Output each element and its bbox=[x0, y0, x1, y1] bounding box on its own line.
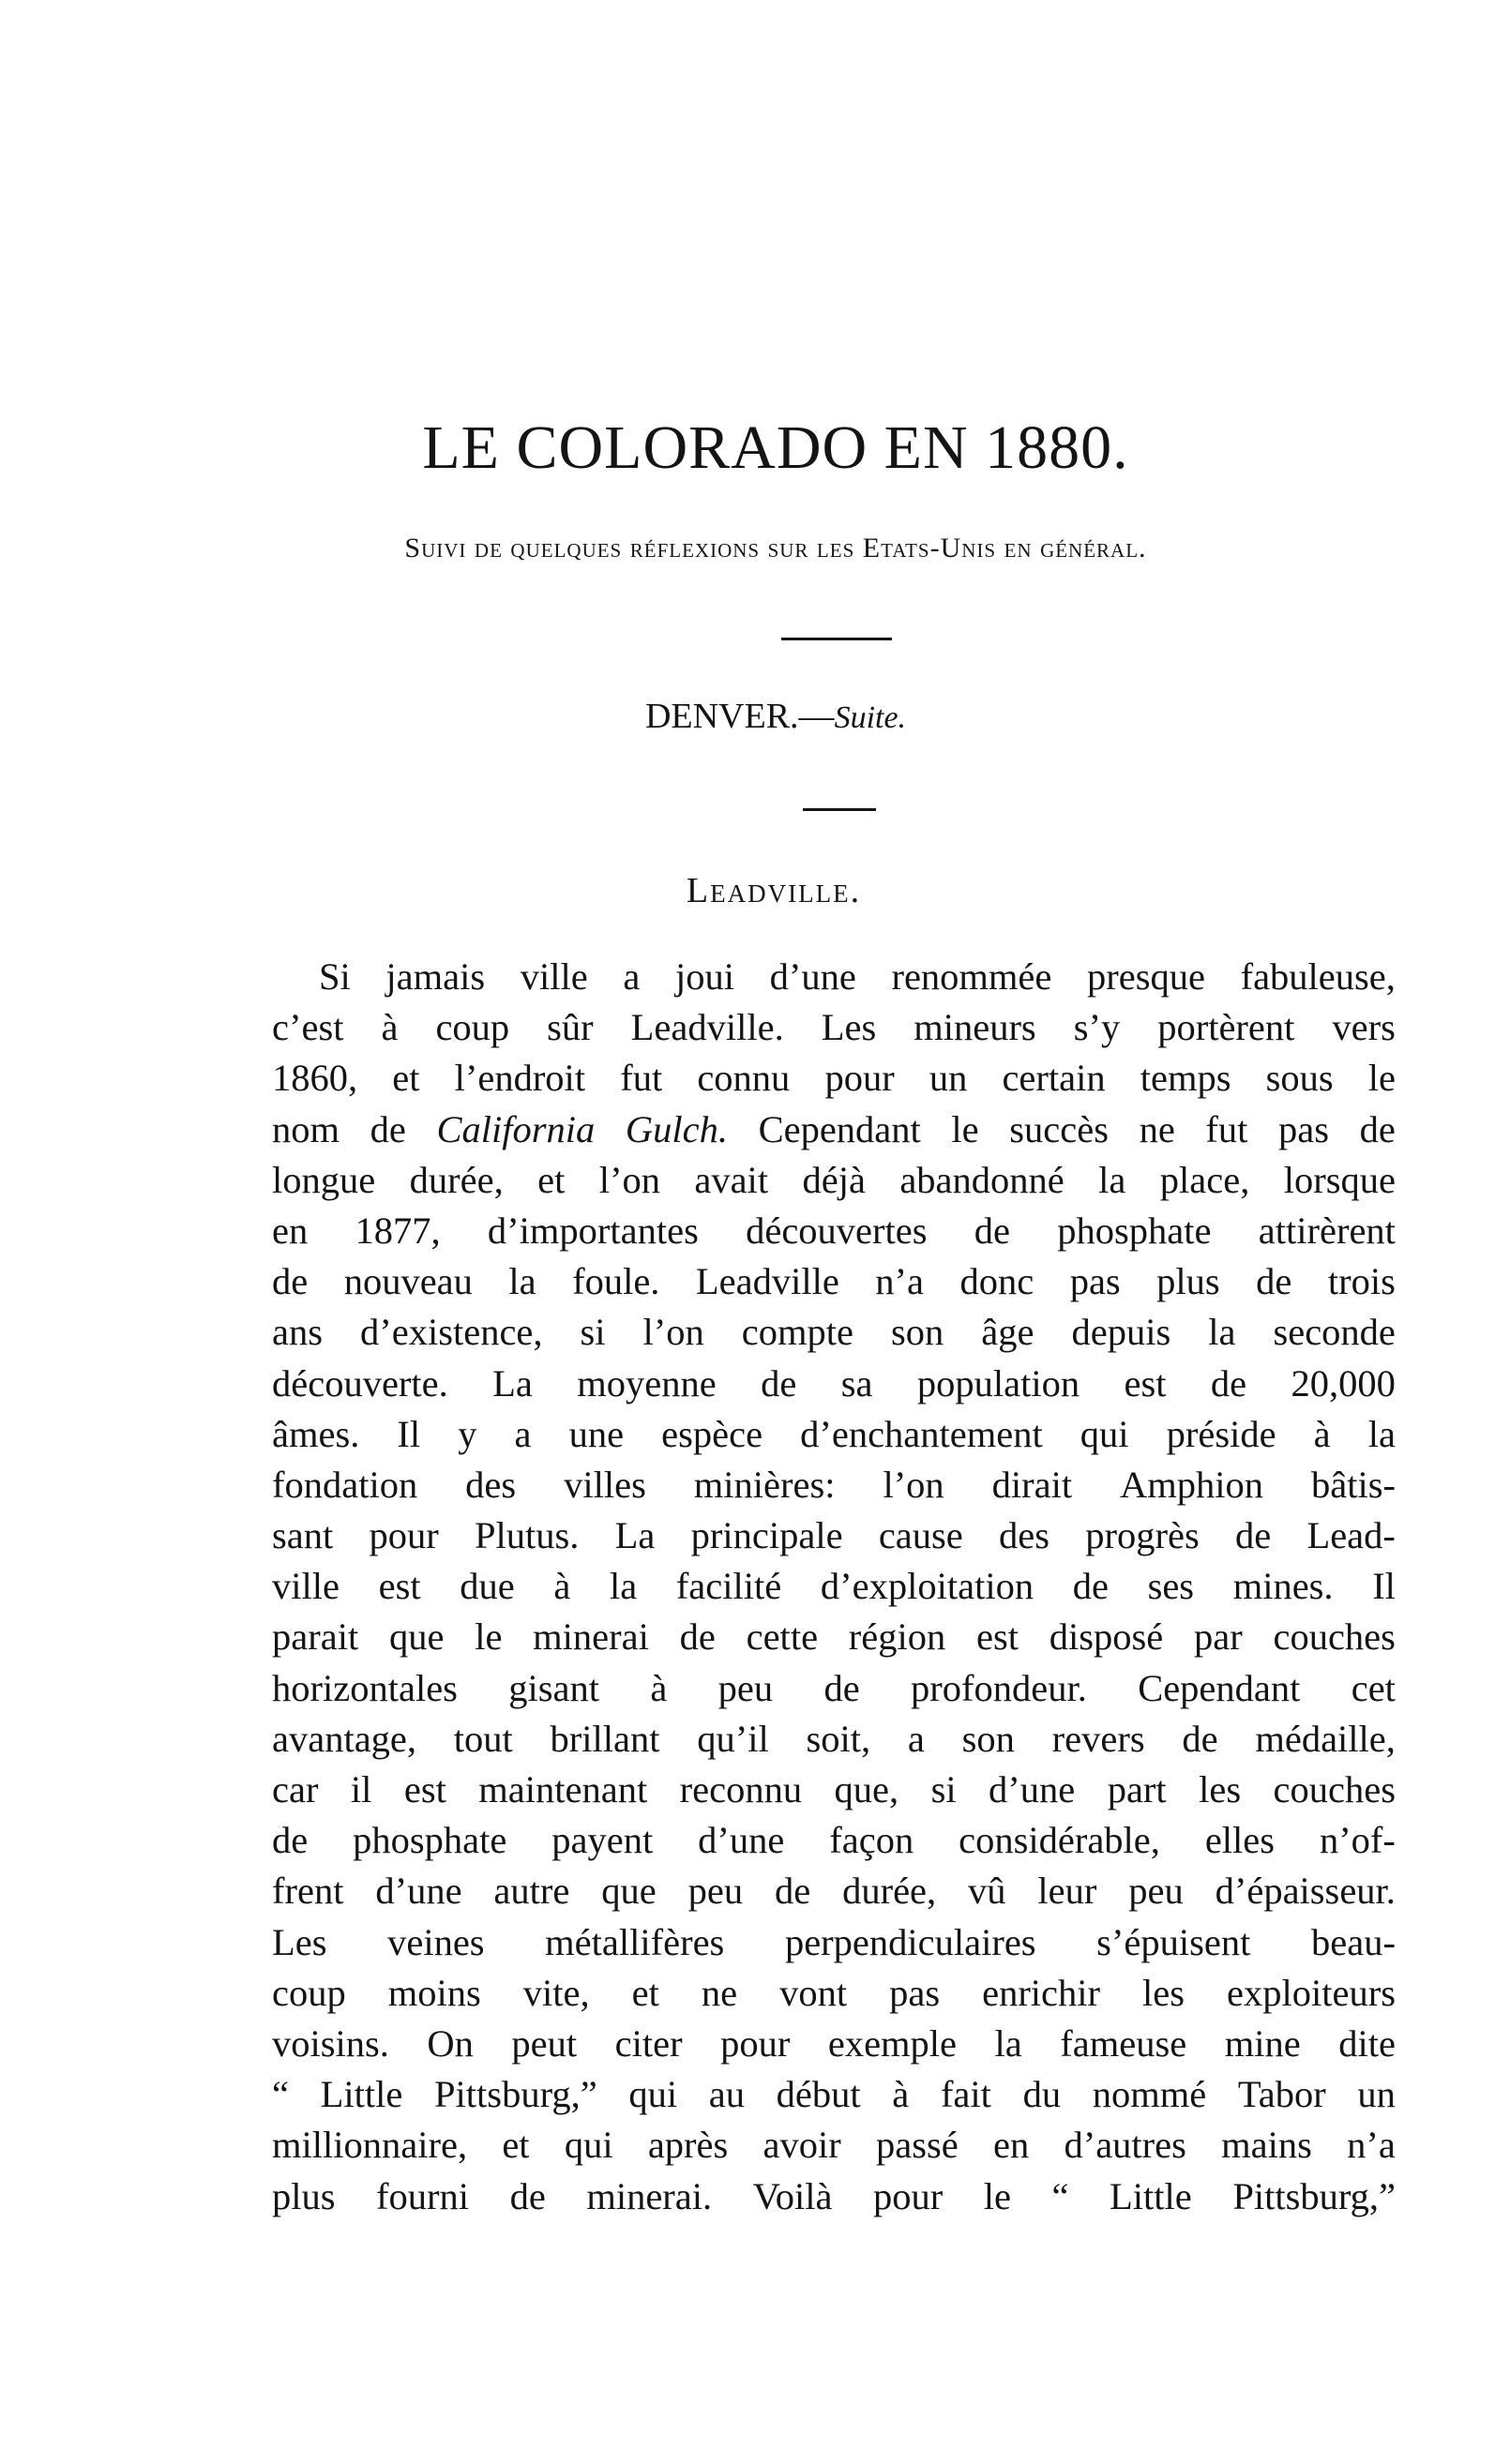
word: exemple bbox=[827, 2021, 958, 2065]
word: citer bbox=[614, 2021, 683, 2065]
word: par bbox=[1194, 1615, 1243, 1659]
word: vers bbox=[1332, 1006, 1396, 1049]
word: sous bbox=[1265, 1057, 1334, 1100]
word: sûr bbox=[547, 1006, 594, 1049]
word: pour bbox=[369, 1514, 439, 1557]
word: de bbox=[774, 1870, 811, 1913]
word: Voilà bbox=[752, 2174, 833, 2217]
divider-rule bbox=[781, 638, 892, 640]
text-line bbox=[272, 1359, 1396, 1409]
word: à bbox=[892, 2073, 910, 2116]
word: et bbox=[537, 1158, 566, 1201]
word: temps bbox=[1140, 1057, 1231, 1100]
word: millionnaire, bbox=[272, 2124, 468, 2167]
word: est bbox=[1124, 1361, 1167, 1405]
word: elles bbox=[1204, 1819, 1276, 1862]
word: métallifères bbox=[545, 1920, 725, 1963]
word: Leadville bbox=[695, 1260, 839, 1303]
word: avoir bbox=[763, 2124, 841, 2167]
word: peut bbox=[511, 2021, 578, 2065]
word: brillant bbox=[550, 1717, 660, 1760]
word: d’une bbox=[989, 1768, 1076, 1810]
word: que bbox=[601, 1870, 657, 1913]
word: y bbox=[458, 1412, 477, 1455]
word: 20,000 bbox=[1291, 1361, 1396, 1405]
word: peu bbox=[717, 1666, 774, 1709]
word: si bbox=[930, 1768, 957, 1810]
word: en bbox=[992, 2124, 1030, 2167]
word: part bbox=[1107, 1768, 1167, 1810]
word: l’on bbox=[598, 1158, 660, 1201]
text-line bbox=[272, 1561, 1396, 1612]
word: mines. bbox=[1232, 1565, 1334, 1608]
text-line bbox=[272, 1815, 1396, 1866]
word: que, bbox=[834, 1768, 899, 1810]
word: beau- bbox=[1311, 1920, 1396, 1963]
word: avantage, bbox=[272, 1717, 417, 1760]
body-paragraph bbox=[272, 952, 1396, 2222]
word: a bbox=[907, 1717, 925, 1760]
word: d’une bbox=[769, 955, 856, 998]
text-line bbox=[272, 1053, 1396, 1104]
word: et bbox=[502, 2124, 530, 2167]
word: renommée bbox=[891, 955, 1052, 998]
word: de bbox=[1359, 1107, 1396, 1150]
word: qu’il bbox=[697, 1717, 769, 1760]
word: joui bbox=[674, 955, 734, 998]
word: n’a bbox=[875, 1260, 925, 1303]
word: s’y bbox=[1073, 1006, 1121, 1049]
word: la bbox=[1208, 1311, 1236, 1354]
word: pas bbox=[889, 1971, 941, 2014]
word: phosphate bbox=[353, 1819, 507, 1862]
page-subtitle: Suivi de quelques réflexions sur les Etats-Unis en général. bbox=[404, 533, 1147, 563]
text-line bbox=[272, 1409, 1396, 1460]
word: et bbox=[631, 1971, 659, 2014]
word: à bbox=[650, 1666, 668, 1709]
word: est bbox=[976, 1615, 1019, 1659]
word: “ bbox=[1051, 2174, 1069, 2217]
word: Cependant bbox=[758, 1107, 921, 1150]
word: ne bbox=[1139, 1107, 1175, 1150]
text-line bbox=[272, 1917, 1396, 1968]
word: La bbox=[492, 1361, 533, 1405]
word: voisins. bbox=[272, 2021, 389, 2065]
word: à bbox=[381, 1006, 399, 1049]
word: Leadville. bbox=[630, 1006, 784, 1049]
word: presque bbox=[1087, 955, 1205, 998]
word: il bbox=[350, 1768, 372, 1810]
word: après bbox=[647, 2124, 729, 2167]
word: due bbox=[460, 1565, 515, 1608]
word: payent bbox=[551, 1819, 654, 1862]
word: la bbox=[508, 1260, 536, 1303]
word: des bbox=[999, 1514, 1050, 1557]
word: de bbox=[823, 1666, 860, 1709]
word: déjà bbox=[802, 1158, 866, 1201]
word: d’une bbox=[375, 1870, 462, 1913]
word: horizontales bbox=[272, 1666, 458, 1709]
word: en bbox=[272, 1209, 309, 1252]
word: facilité bbox=[675, 1565, 782, 1608]
word: sant bbox=[272, 1514, 334, 1557]
word: de bbox=[370, 1107, 406, 1150]
word: le bbox=[1367, 1057, 1396, 1100]
word: qui bbox=[628, 2073, 678, 2116]
word: exploiteurs bbox=[1227, 1971, 1396, 2014]
word: des bbox=[465, 1463, 517, 1506]
word: minerai bbox=[533, 1615, 649, 1659]
text-line bbox=[272, 1002, 1396, 1053]
text-line bbox=[272, 952, 1396, 1002]
word: l’endroit bbox=[454, 1057, 586, 1100]
subsection-heading: Leadville. bbox=[686, 871, 862, 910]
word: la bbox=[994, 2021, 1022, 2065]
word: sa bbox=[840, 1361, 873, 1405]
word: nommé bbox=[1092, 2073, 1207, 2116]
word: fourni bbox=[376, 2174, 470, 2217]
word: Little bbox=[320, 2073, 403, 2116]
word: n’a bbox=[1347, 2124, 1396, 2167]
word: du bbox=[1022, 2073, 1062, 2116]
text-line bbox=[272, 2120, 1396, 2171]
word: Les bbox=[272, 1920, 327, 1963]
word: âge bbox=[981, 1311, 1034, 1354]
word: passé bbox=[876, 2124, 959, 2167]
word: de bbox=[272, 1260, 309, 1303]
text-line bbox=[272, 1155, 1396, 1206]
text-line bbox=[272, 1968, 1396, 2019]
word: coup bbox=[272, 1971, 346, 2014]
word: depuis bbox=[1071, 1311, 1171, 1354]
word: autre bbox=[493, 1870, 570, 1913]
text-line bbox=[272, 1714, 1396, 1765]
word: maintenant bbox=[478, 1768, 648, 1810]
word: car bbox=[272, 1768, 319, 1810]
word: fabuleuse, bbox=[1240, 955, 1396, 998]
word: d’enchantement bbox=[800, 1412, 1043, 1455]
word: Gulch. bbox=[625, 1107, 728, 1150]
word: jamais bbox=[385, 955, 486, 998]
word: d’une bbox=[698, 1819, 785, 1862]
word: tout bbox=[453, 1717, 513, 1760]
word: Pittsburg,” bbox=[1232, 2174, 1396, 2217]
word: profondeur. bbox=[911, 1666, 1087, 1709]
word: peu bbox=[687, 1870, 744, 1913]
word: fondation bbox=[272, 1463, 418, 1506]
word: California bbox=[436, 1107, 596, 1150]
word: principale bbox=[690, 1514, 843, 1557]
word: âmes. bbox=[272, 1412, 360, 1455]
word: Amphion bbox=[1120, 1463, 1264, 1506]
word: minières: bbox=[693, 1463, 836, 1506]
word: de bbox=[272, 1819, 309, 1862]
word: bâtis- bbox=[1311, 1463, 1396, 1506]
word: vû bbox=[968, 1870, 1006, 1913]
word: début bbox=[776, 2073, 861, 2116]
word: nouveau bbox=[343, 1260, 473, 1303]
word: gisant bbox=[508, 1666, 600, 1709]
word: son bbox=[961, 1717, 1015, 1760]
word: la bbox=[609, 1565, 638, 1608]
word: et bbox=[392, 1057, 420, 1100]
word: plus bbox=[1156, 1260, 1220, 1303]
word: couches bbox=[1273, 1615, 1396, 1659]
word: certain bbox=[1002, 1057, 1106, 1100]
word: leur bbox=[1037, 1870, 1097, 1913]
text-line bbox=[272, 1866, 1396, 1916]
word: Plutus. bbox=[475, 1514, 580, 1557]
word: c’est bbox=[272, 1006, 344, 1049]
word: 1860, bbox=[272, 1057, 358, 1100]
word: découverte. bbox=[272, 1361, 448, 1405]
word: enrichir bbox=[982, 1971, 1101, 2014]
text-line bbox=[272, 1765, 1396, 1815]
page-title: LE COLORADO EN 1880. bbox=[422, 413, 1129, 482]
word: n’of- bbox=[1319, 1819, 1396, 1862]
word: l’on bbox=[883, 1463, 944, 1506]
word: population bbox=[916, 1361, 1080, 1405]
word: villes bbox=[564, 1463, 646, 1506]
word: au bbox=[708, 2073, 745, 2116]
word: les bbox=[1199, 1768, 1242, 1810]
word: veines bbox=[387, 1920, 485, 1963]
word: cet bbox=[1351, 1666, 1396, 1709]
word: compte bbox=[741, 1311, 854, 1354]
word: le bbox=[475, 1615, 503, 1659]
word: abandonné bbox=[899, 1158, 1065, 1201]
word: de bbox=[1234, 1514, 1272, 1557]
word: minerai. bbox=[586, 2174, 713, 2217]
word: nom bbox=[272, 1107, 340, 1150]
word: pour bbox=[872, 2174, 944, 2217]
word: pour bbox=[720, 2021, 791, 2065]
word: a bbox=[623, 955, 641, 998]
section-name: DENVER.— bbox=[644, 697, 835, 736]
word: moyenne bbox=[577, 1361, 717, 1405]
word: les bbox=[1142, 1971, 1185, 2014]
text-line bbox=[272, 2019, 1396, 2069]
word: pour bbox=[824, 1057, 895, 1100]
word: revers bbox=[1051, 1717, 1145, 1760]
word: préside bbox=[1166, 1412, 1276, 1455]
word: phosphate bbox=[1057, 1209, 1212, 1252]
word: foule. bbox=[572, 1260, 660, 1303]
text-line bbox=[272, 2171, 1396, 2222]
text-line bbox=[272, 2069, 1396, 2120]
word: vont bbox=[779, 1971, 848, 2014]
word: avait bbox=[694, 1158, 769, 1201]
word: de bbox=[679, 1615, 716, 1659]
word: donc bbox=[959, 1260, 1034, 1303]
word: de bbox=[761, 1361, 797, 1405]
word: trois bbox=[1327, 1260, 1396, 1303]
word: Tabor bbox=[1237, 2073, 1326, 2116]
word: l’on bbox=[642, 1311, 704, 1354]
word: parait bbox=[272, 1615, 359, 1659]
word: succès bbox=[1009, 1107, 1109, 1150]
word: qui bbox=[1080, 1412, 1129, 1455]
word: cause bbox=[878, 1514, 963, 1557]
word: d’importantes bbox=[487, 1209, 699, 1252]
word: s’épuisent bbox=[1096, 1920, 1251, 1963]
word: le bbox=[951, 1107, 979, 1150]
word: Il bbox=[397, 1412, 421, 1455]
word: de bbox=[974, 1209, 1011, 1252]
word: perpendiculaires bbox=[784, 1920, 1036, 1963]
word: de bbox=[1182, 1717, 1218, 1760]
word: dirait bbox=[991, 1463, 1073, 1506]
word: Il bbox=[1372, 1565, 1396, 1608]
word: mineurs bbox=[914, 1006, 1036, 1049]
word: qui bbox=[564, 2124, 613, 2167]
word: portèrent bbox=[1157, 1006, 1295, 1049]
word: Cependant bbox=[1138, 1666, 1301, 1709]
word: attirèrent bbox=[1258, 1209, 1396, 1252]
text-line bbox=[272, 1256, 1396, 1307]
word: durée, bbox=[409, 1158, 504, 1201]
word: d’exploitation bbox=[820, 1565, 1034, 1608]
word: à bbox=[1313, 1412, 1331, 1455]
word: médaille, bbox=[1255, 1717, 1396, 1760]
word: Lead- bbox=[1306, 1514, 1396, 1557]
word: seconde bbox=[1273, 1311, 1396, 1354]
section-suffix: Suite. bbox=[834, 700, 907, 735]
word: a bbox=[514, 1412, 532, 1455]
word: que bbox=[388, 1615, 445, 1659]
word: de bbox=[509, 2174, 546, 2217]
word: ville bbox=[272, 1565, 340, 1608]
word: durée, bbox=[842, 1870, 937, 1913]
word: dite bbox=[1338, 2021, 1396, 2065]
word: 1877, bbox=[355, 1209, 441, 1252]
word: la bbox=[1367, 1412, 1396, 1455]
word: plus bbox=[272, 2174, 336, 2217]
word: La bbox=[614, 1514, 656, 1557]
word: une bbox=[568, 1412, 625, 1455]
word: place, bbox=[1159, 1158, 1250, 1201]
word: la bbox=[1098, 1158, 1126, 1201]
word: un bbox=[929, 1057, 968, 1100]
word: mains bbox=[1221, 2124, 1312, 2167]
word: “ bbox=[272, 2073, 289, 2116]
word: est bbox=[403, 1768, 446, 1810]
word: façon bbox=[829, 1819, 914, 1862]
word: fameuse bbox=[1060, 2021, 1187, 2065]
word: d’autres bbox=[1064, 2124, 1186, 2167]
word: région bbox=[848, 1615, 946, 1659]
word: fut bbox=[1205, 1107, 1248, 1150]
word: pas bbox=[1278, 1107, 1330, 1150]
word: fut bbox=[620, 1057, 663, 1100]
word: le bbox=[983, 2174, 1011, 2217]
word: découvertes bbox=[746, 1209, 928, 1252]
text-line bbox=[272, 1307, 1396, 1358]
word: pas bbox=[1069, 1260, 1121, 1303]
word: coup bbox=[435, 1006, 510, 1049]
word: ville bbox=[520, 955, 588, 998]
text-line bbox=[272, 1104, 1396, 1155]
word: ne bbox=[701, 1971, 738, 2014]
word: moins bbox=[387, 1971, 481, 2014]
word: Little bbox=[1110, 2174, 1192, 2217]
word: Si bbox=[319, 955, 351, 998]
word: de bbox=[1072, 1565, 1109, 1608]
word: reconnu bbox=[679, 1768, 803, 1810]
word: est bbox=[378, 1565, 421, 1608]
word: couches bbox=[1273, 1768, 1396, 1810]
word: à bbox=[553, 1565, 571, 1608]
text-line bbox=[272, 1460, 1396, 1510]
word: Pittsburg,” bbox=[434, 2073, 597, 2116]
word: soit, bbox=[806, 1717, 871, 1760]
word: de bbox=[1256, 1260, 1292, 1303]
word: frent bbox=[272, 1870, 344, 1913]
word: considérable, bbox=[959, 1819, 1160, 1862]
word: son bbox=[891, 1311, 944, 1354]
word: mine bbox=[1224, 2021, 1301, 2065]
word: progrès bbox=[1085, 1514, 1200, 1557]
text-line bbox=[272, 1612, 1396, 1662]
word: ans bbox=[272, 1311, 323, 1354]
word: cette bbox=[746, 1615, 819, 1659]
word: un bbox=[1357, 2073, 1396, 2116]
word: connu bbox=[697, 1057, 791, 1100]
divider-rule bbox=[803, 808, 876, 811]
word: si bbox=[580, 1311, 606, 1354]
word: fait bbox=[940, 2073, 991, 2116]
word: espèce bbox=[661, 1412, 763, 1455]
word: On bbox=[427, 2021, 474, 2065]
word: lorsque bbox=[1283, 1158, 1396, 1201]
word: peu bbox=[1128, 1870, 1184, 1913]
word: d’épaisseur. bbox=[1215, 1870, 1396, 1913]
word: disposé bbox=[1049, 1615, 1164, 1659]
section-heading bbox=[28, 696, 1495, 737]
word: longue bbox=[272, 1158, 376, 1201]
text-line bbox=[272, 1510, 1396, 1561]
word: vite, bbox=[522, 1971, 590, 2014]
word: d’existence, bbox=[360, 1311, 543, 1354]
text-line bbox=[272, 1206, 1396, 1256]
word: ses bbox=[1147, 1565, 1195, 1608]
word: Les bbox=[821, 1006, 877, 1049]
word: de bbox=[1210, 1361, 1247, 1405]
text-line bbox=[272, 1663, 1396, 1714]
